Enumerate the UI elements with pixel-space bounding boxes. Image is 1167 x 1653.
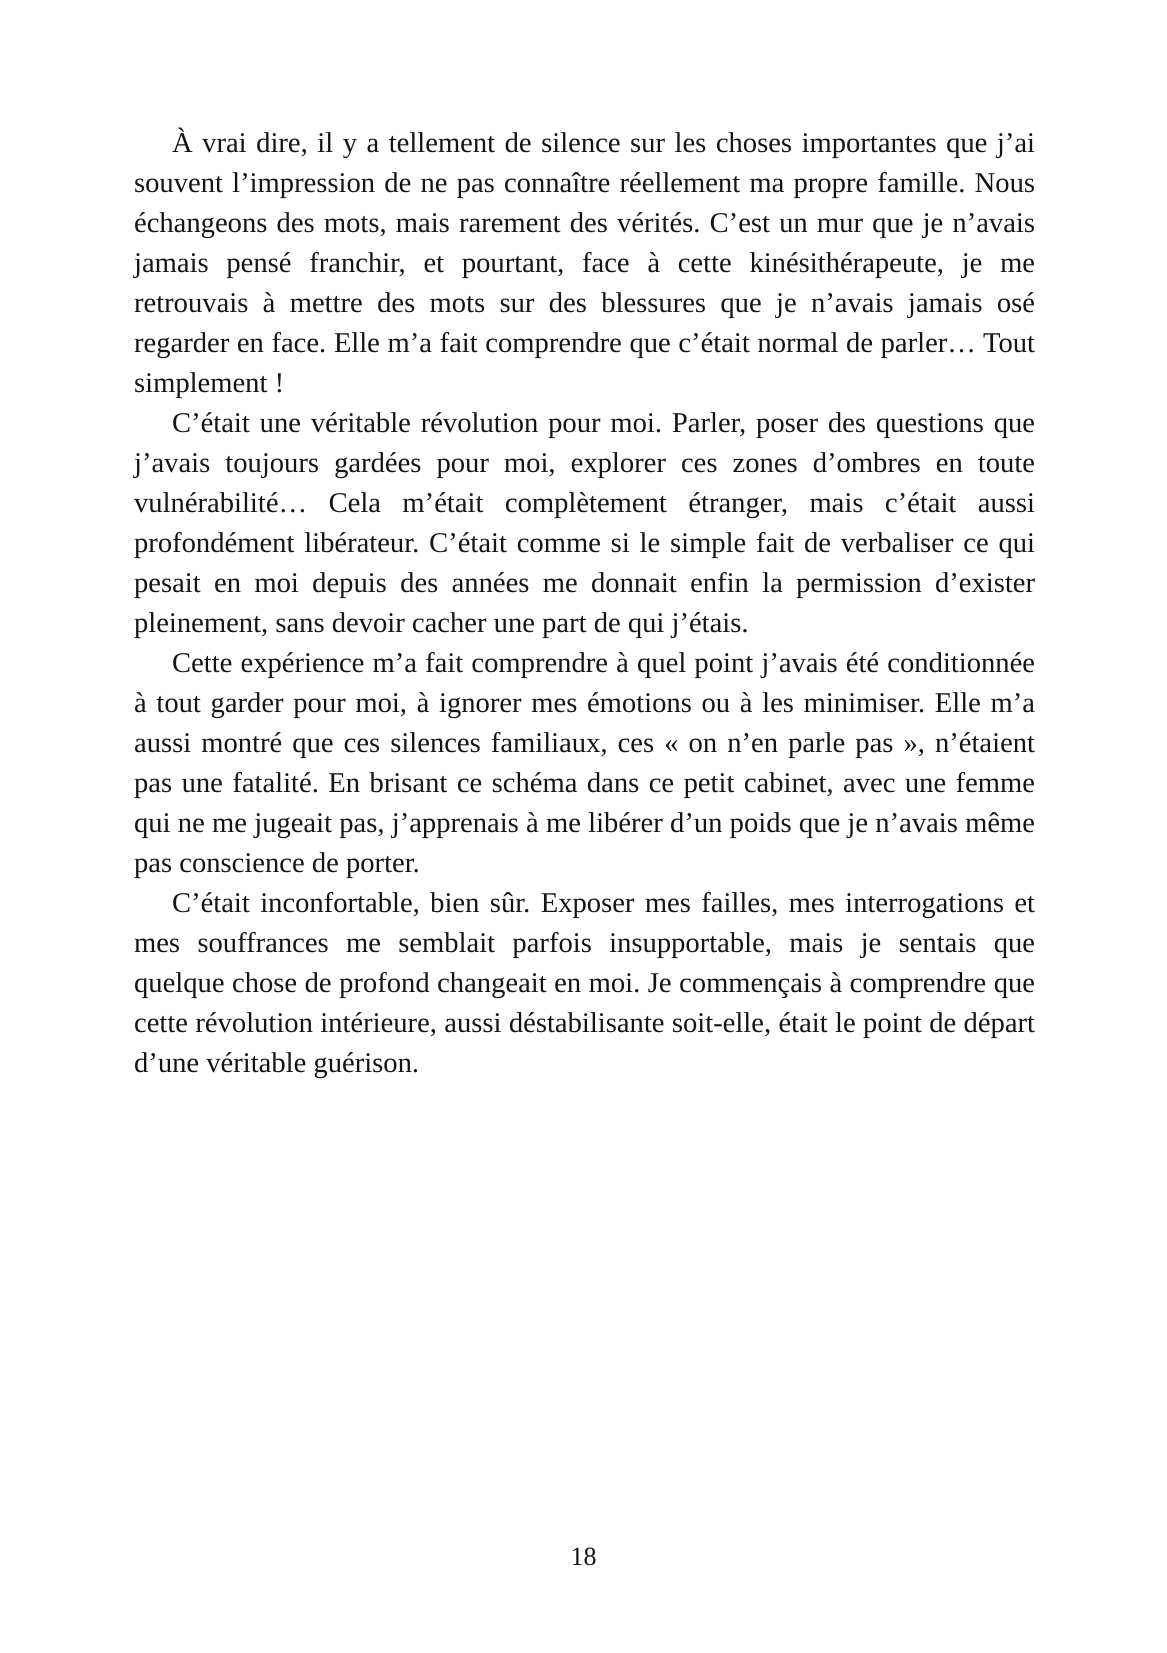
- paragraph-1: À vrai dire, il y a tellement de silence sur les choses importantes que j’ai souvent l’impression de ne pas connaître réellement ma propre famille. Nous échangeons des mots, mais rarement des vérités. C’est un mur que je n’avais jamais pensé franchir, et pourtant, face à cette kinésithérapeute, je me retrouvais à mettre des mots sur des blessures que je n’avais jamais osé regarder en face. Elle m’a fait comprendre que c’était normal de parler… Tout simplement !: [134, 128, 1035, 399]
- paragraph-3: Cette expérience m’a fait comprendre à quel point j’avais été conditionnée à tout garder pour moi, à ignorer mes émotions ou à les minimiser. Elle m’a aussi montré que ces silences familiaux, ces « on n’en parle pas », n’étaient pas une fatalité. En brisant ce schéma dans ce petit cabinet, avec une femme qui ne me jugeait pas, j’apprenais à me libérer d’un poids que je n’avais même pas conscience de porter.: [134, 648, 1035, 879]
- paragraph-2: C’était une véritable révolution pour moi. Parler, poser des questions que j’avais toujours gardées pour moi, explorer ces zones d’ombres en toute vulnérabilité… Cela m’était complètement étranger, mais c’était aussi profondément libérateur. C’était comme si le simple fait de verbaliser ce qui pesait en moi depuis des années me donnait enfin la permission d’exister pleinement, sans devoir cacher une part de qui j’étais.: [134, 408, 1035, 639]
- paragraph-4: C’était inconfortable, bien sûr. Exposer mes failles, mes interrogations et mes souffrances me semblait parfois insupportable, mais je sentais que quelque chose de profond changeait en moi. Je commençais à comprendre que cette révolution intérieure, aussi déstabilisante soit-elle, était le point de départ d’une véritable guérison.: [134, 888, 1035, 1079]
- page-number: 18: [570, 1542, 597, 1571]
- body-text: [134, 124, 1035, 1084]
